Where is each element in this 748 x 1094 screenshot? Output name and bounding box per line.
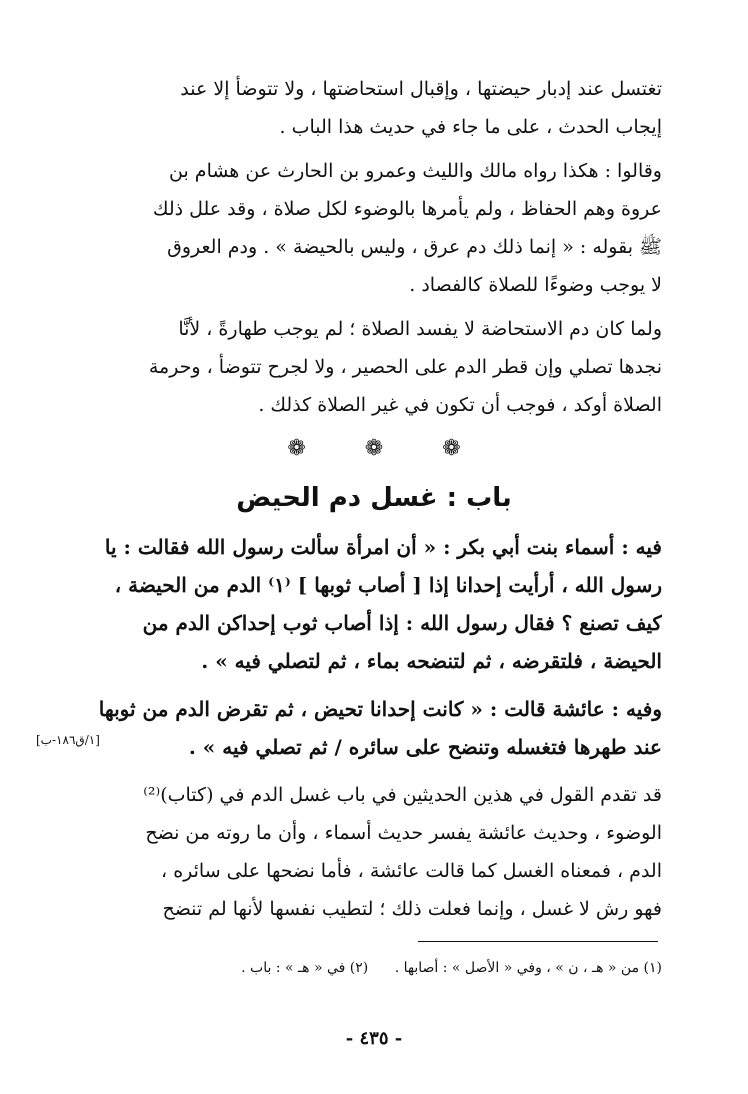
text-line: الحيضة ، فلتقرضه ، ثم لتنضحه بماء ، ثم لتصلي فيه » . xyxy=(201,649,662,673)
text-line: الوضوء ، وحديث عائشة يفسر حديث أسماء ، وأن ما روته من نضح xyxy=(145,822,662,844)
text-line: إيجاب الحدث ، على ما جاء في حديث هذا الباب . xyxy=(279,116,662,138)
commentary-paragraph xyxy=(92,776,662,928)
star-ornament-icon: ❁ xyxy=(287,436,306,461)
text-line: نجدها تصلي وإن قطر الدم على الحصير ، ولا لجرح تتوضأ ، وحرمة xyxy=(148,356,662,378)
text-line: عند طهرها فتغسله وتنضح على سائره / ثم تصلي فيه » . xyxy=(188,735,662,759)
manuscript-reference: [١/ق١٨٦-ب] xyxy=(36,733,100,747)
text-line: قد تقدم القول في هذين الحديثين في باب غسل الدم في (كتاب)⁽²⁾ xyxy=(143,784,662,806)
text-line: ولما كان دم الاستحاضة لا يفسد الصلاة ؛ لم يوجب طهارةً ، لأنَّا xyxy=(178,318,662,340)
chapter-heading: باب : غسل دم الحيض xyxy=(236,483,512,513)
text-line: كيف تصنع ؟ فقال رسول الله : إذا أصاب ثوب إحداكن الدم من xyxy=(142,611,662,635)
text-line: ﷺ بقوله : « إنما ذلك دم عرق ، وليس بالحيضة » . ودم العروق xyxy=(167,236,662,258)
footnotes xyxy=(92,957,662,979)
section-separator xyxy=(0,436,748,461)
hadith-aisha xyxy=(92,690,662,766)
text-line: وفيه : عائشة قالت : « كانت إحدانا تحيض ، ثم تقرض الدم من ثوبها xyxy=(98,697,662,721)
footnote-divider xyxy=(418,941,658,942)
hadith-text xyxy=(92,528,662,766)
footnote-2: (٢) في « هـ » : باب . xyxy=(241,960,369,976)
text-line: رسول الله ، أرأيت إحدانا إذا [ أصاب ثوبها ] ⁽١⁾ الدم من الحيضة ، xyxy=(114,573,662,597)
text-line: تغتسل عند إدبار حيضتها ، وإقبال استحاضتها ، ولا تتوضأ إلا عند xyxy=(180,78,662,100)
star-ornament-icon: ❁ xyxy=(442,436,461,461)
text-line: الصلاة أوكد ، فوجب أن تكون في غير الصلاة كذلك . xyxy=(258,394,662,416)
hadith-asma xyxy=(92,528,662,680)
text-line: الدم ، فمعناه الغسل كما قالت عائشة ، فأما نضحها على سائره ، xyxy=(161,860,662,882)
text-line: لا يوجب وضوءًا للصلاة كالفصاد . xyxy=(409,274,662,296)
text-line: فيه : أسماء بنت أبي بكر : « أن امرأة سألت رسول الله فقالت : يا xyxy=(104,535,662,559)
paragraph-2 xyxy=(92,152,662,304)
page-number: - ٤٣٥ - xyxy=(345,1028,403,1049)
footnote-1: (١) من « هـ ، ن » ، وفي « الأصل » : أصابها . xyxy=(394,960,662,976)
star-ornament-icon: ❁ xyxy=(364,436,384,461)
paragraph-1 xyxy=(92,70,662,146)
commentary-text xyxy=(92,776,662,928)
text-line: وقالوا : هكذا رواه مالك والليث وعمرو بن الحارث عن هشام بن xyxy=(169,160,662,182)
opening-text xyxy=(92,70,662,424)
paragraph-3 xyxy=(92,310,662,424)
text-line: عروة وهم الحفاظ ، ولم يأمرها بالوضوء لكل صلاة ، وقد علل ذلك xyxy=(152,198,662,220)
text-line: فهو رش لا غسل ، وإنما فعلت ذلك ؛ لتطيب نفسها لأنها لم تنضح xyxy=(162,898,662,920)
